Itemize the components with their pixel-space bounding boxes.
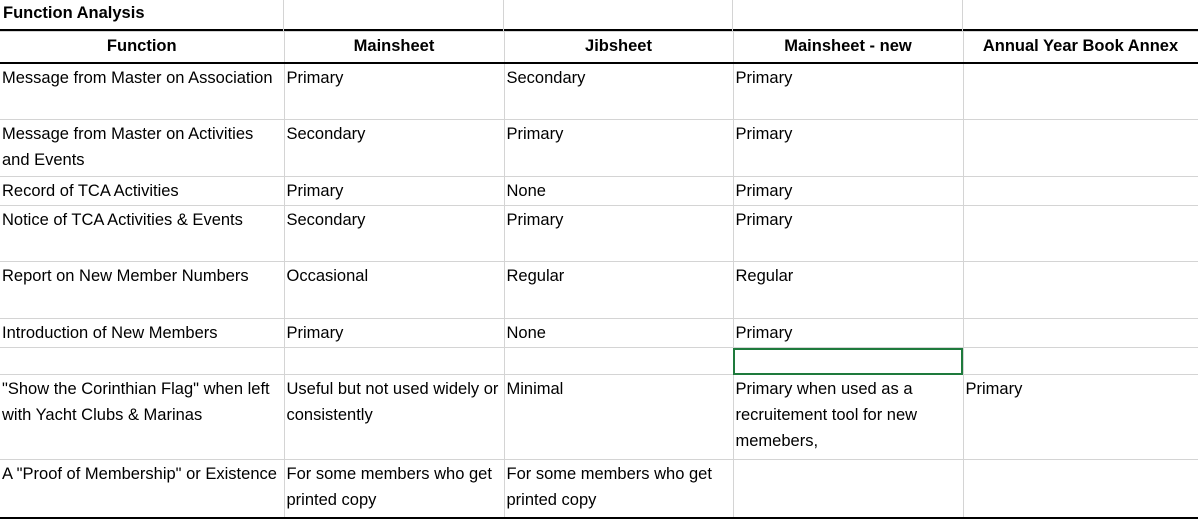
- cell-mainsheet-new[interactable]: Primary: [733, 63, 963, 120]
- cell-mainsheet-new[interactable]: Primary: [733, 120, 963, 177]
- cell-jibsheet[interactable]: For some members who get printed copy: [504, 460, 733, 518]
- header-function[interactable]: Function: [0, 32, 284, 63]
- cell-mainsheet-new[interactable]: Primary: [733, 177, 963, 206]
- gridline: [962, 0, 963, 31]
- table-row: [0, 262, 1198, 319]
- table-row: [0, 206, 1198, 262]
- cell-function[interactable]: [0, 348, 284, 375]
- function-analysis-table: [0, 31, 1198, 519]
- cell-jibsheet[interactable]: Primary: [504, 120, 733, 177]
- cell-mainsheet-new[interactable]: Regular: [733, 262, 963, 319]
- selected-cell[interactable]: [733, 348, 963, 375]
- cell-jibsheet[interactable]: [504, 348, 733, 375]
- table-row: [0, 120, 1198, 177]
- cell-function[interactable]: Record of TCA Activities: [0, 177, 284, 206]
- cell-mainsheet[interactable]: Secondary: [284, 206, 504, 262]
- cell-annex[interactable]: [963, 348, 1198, 375]
- cell-mainsheet[interactable]: Occasional: [284, 262, 504, 319]
- cell-jibsheet[interactable]: Regular: [504, 262, 733, 319]
- table-row: [0, 348, 1198, 375]
- gridline: [283, 0, 284, 31]
- cell-mainsheet[interactable]: Primary: [284, 63, 504, 120]
- cell-annex[interactable]: [963, 319, 1198, 348]
- table-row: [0, 460, 1198, 518]
- cell-annex[interactable]: [963, 63, 1198, 120]
- cell-mainsheet[interactable]: Primary: [284, 319, 504, 348]
- header-mainsheet[interactable]: Mainsheet: [284, 32, 504, 63]
- cell-annex[interactable]: [963, 120, 1198, 177]
- cell-annex[interactable]: Primary: [963, 375, 1198, 460]
- cell-function[interactable]: Notice of TCA Activities & Events: [0, 206, 284, 262]
- cell-annex[interactable]: [963, 177, 1198, 206]
- table-row: [0, 63, 1198, 120]
- sheet-title[interactable]: Function Analysis: [3, 4, 145, 22]
- cell-function[interactable]: Report on New Member Numbers: [0, 262, 284, 319]
- cell-mainsheet[interactable]: [284, 348, 504, 375]
- cell-jibsheet[interactable]: Minimal: [504, 375, 733, 460]
- cell-function[interactable]: Introduction of New Members: [0, 319, 284, 348]
- header-jibsheet[interactable]: Jibsheet: [504, 32, 733, 63]
- header-mainsheet-new[interactable]: Mainsheet - new: [733, 32, 963, 63]
- cell-jibsheet[interactable]: Primary: [504, 206, 733, 262]
- cell-jibsheet[interactable]: None: [504, 177, 733, 206]
- cell-jibsheet[interactable]: Secondary: [504, 63, 733, 120]
- cell-mainsheet[interactable]: For some members who get printed copy: [284, 460, 504, 518]
- cell-mainsheet[interactable]: Useful but not used widely or consistently: [284, 375, 504, 460]
- cell-annex[interactable]: [963, 206, 1198, 262]
- cell-function[interactable]: A "Proof of Membership" or Existence: [0, 460, 284, 518]
- cell-mainsheet-new[interactable]: Primary: [733, 319, 963, 348]
- gridline: [732, 0, 733, 31]
- cell-function[interactable]: Message from Master on Association: [0, 63, 284, 120]
- cell-function[interactable]: Message from Master on Activities and Events: [0, 120, 284, 177]
- cell-mainsheet-new[interactable]: Primary: [733, 206, 963, 262]
- cell-annex[interactable]: [963, 460, 1198, 518]
- header-annual-year-book-annex[interactable]: Annual Year Book Annex: [963, 32, 1198, 63]
- cell-function[interactable]: "Show the Corinthian Flag" when left with Yacht Clubs & Marinas: [0, 375, 284, 460]
- cell-mainsheet[interactable]: Primary: [284, 177, 504, 206]
- cell-mainsheet[interactable]: Secondary: [284, 120, 504, 177]
- gridline: [503, 0, 504, 31]
- table-row: [0, 319, 1198, 348]
- title-row: [0, 0, 1198, 31]
- table-row: [0, 375, 1198, 460]
- cell-jibsheet[interactable]: None: [504, 319, 733, 348]
- cell-annex[interactable]: [963, 262, 1198, 319]
- cell-mainsheet-new[interactable]: [733, 460, 963, 518]
- table-row: [0, 177, 1198, 206]
- cell-mainsheet-new[interactable]: Primary when used as a recruitement tool for new memebers,: [733, 375, 963, 460]
